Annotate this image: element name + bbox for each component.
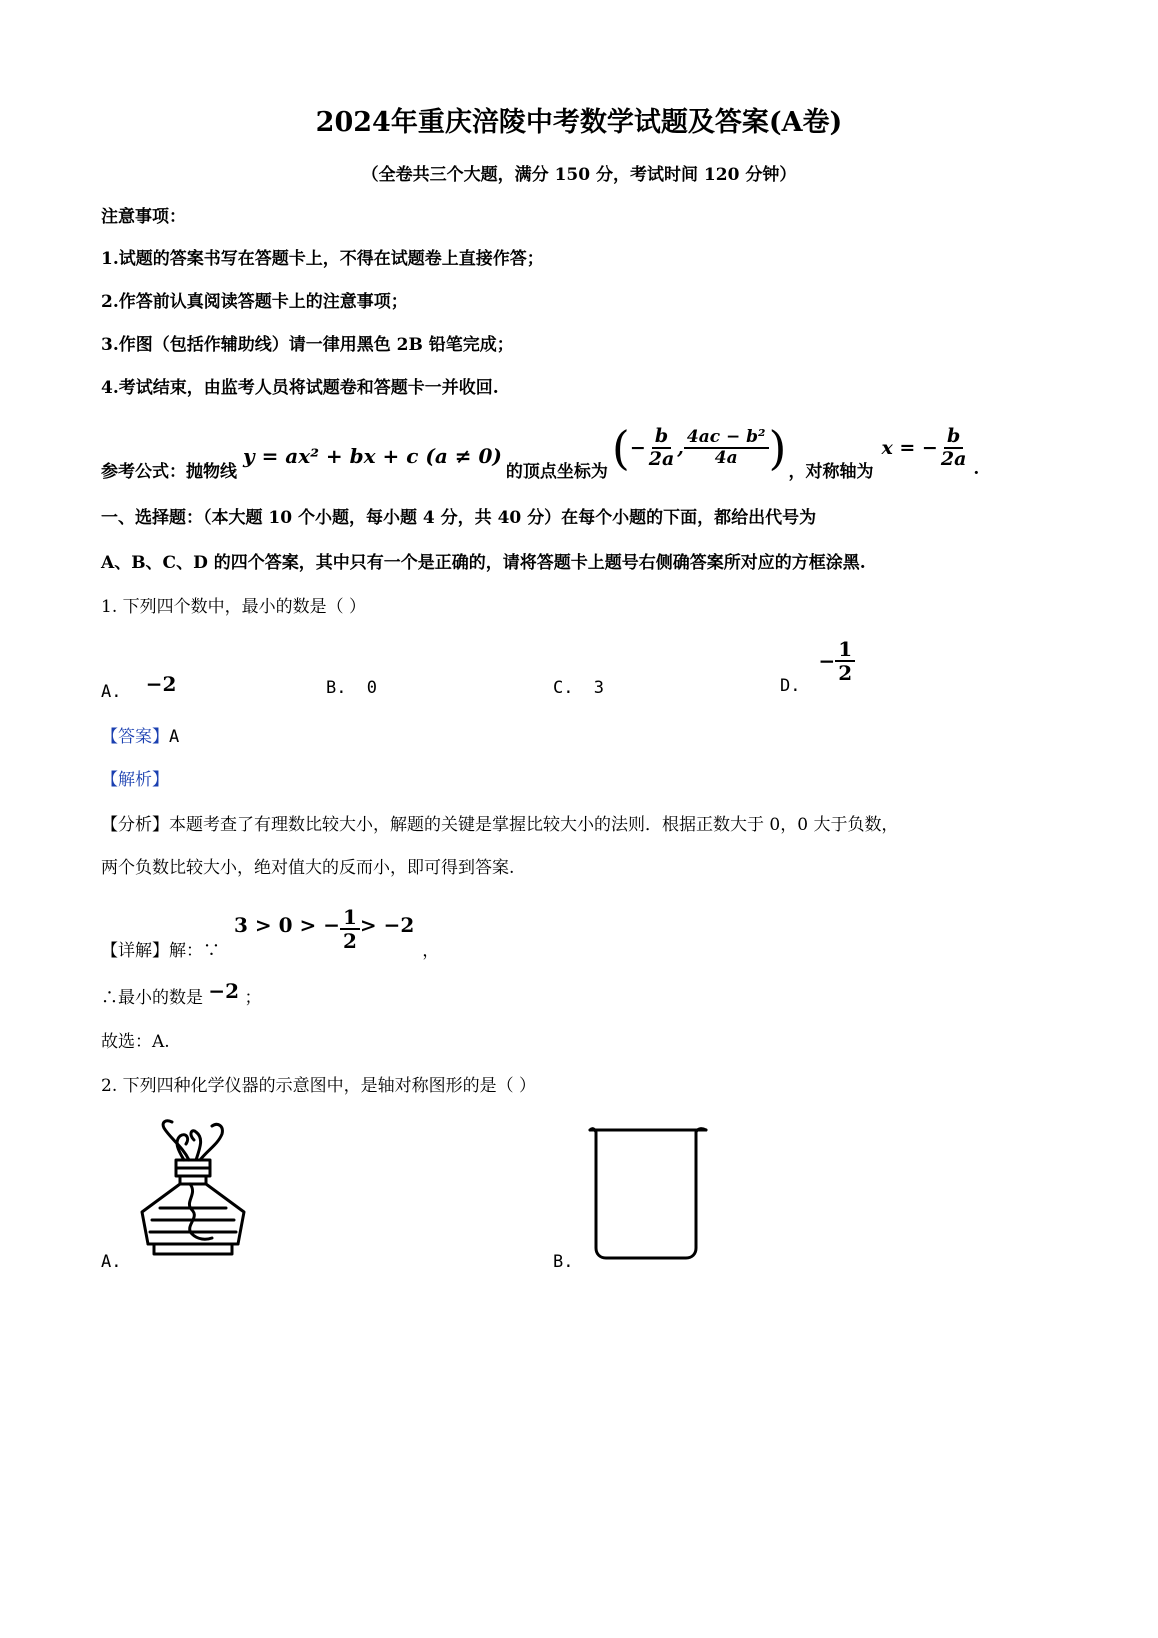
detail-math-b: > −2 xyxy=(359,913,415,937)
question-1-stem: 1. 下列四个数中，最小的数是（ ） xyxy=(101,597,367,617)
beaker-icon xyxy=(584,1122,712,1262)
analysis-tag: 【解析】 xyxy=(101,770,169,790)
analysis-text: 两个负数比较大小，绝对值大的反而小，即可得到答案. xyxy=(101,858,515,878)
vertex-y-den: 4a xyxy=(714,448,738,468)
q2-option-a-label: A. xyxy=(101,1252,122,1272)
q1-option-d xyxy=(780,637,855,696)
detail-num: 1 xyxy=(340,906,360,930)
vertex-y-num: 4ac − b² xyxy=(684,428,769,449)
option-value: − xyxy=(818,649,836,673)
detail-fraction xyxy=(340,906,360,952)
right-paren: ) xyxy=(768,421,787,475)
option-label: A. xyxy=(101,682,122,702)
analysis-text: 【分析】本题考查了有理数比较大小，解题的关键是掌握比较大小的法则．根据正数大于 0，0 大于负数， xyxy=(101,815,899,835)
wick-curl xyxy=(200,1124,222,1160)
option-label: D. xyxy=(780,676,801,696)
question-2-stem: 2. 下列四种化学仪器的示意图中，是轴对称图形的是（ ） xyxy=(101,1076,537,1096)
option-value: 0 xyxy=(366,678,377,698)
option-value: −2 xyxy=(145,672,177,696)
detail-den: 2 xyxy=(342,929,357,953)
q2-option-b-label: B. xyxy=(553,1252,574,1272)
formula-axis-label: ，对称轴为 xyxy=(788,461,874,482)
left-paren: ( xyxy=(611,421,630,475)
option-label: C. xyxy=(553,678,574,698)
vertex-x-den: 2a xyxy=(648,448,675,470)
answer-value: A xyxy=(169,727,180,747)
wick-curl xyxy=(191,1131,201,1160)
therefore-value: −2 xyxy=(208,979,240,1003)
axis-fraction xyxy=(938,426,970,470)
formula-equation: y = ax² + bx + c (a ≠ 0) xyxy=(243,444,502,468)
section-heading: 一、选择题：（本大题 10 个小题，每小题 4 分，共 40 分）在每个小题的下面，都给出代号为 xyxy=(101,508,817,528)
vertex-x-fraction xyxy=(646,426,678,470)
page-subtitle: （全卷共三个大题，满分 150 分，考试时间 120 分钟） xyxy=(361,165,797,185)
formula-vertex-label: 的顶点坐标为 xyxy=(505,461,608,482)
option-d-den: 2 xyxy=(838,661,853,685)
option-label: B. xyxy=(326,678,347,698)
choose-line: 故选：A. xyxy=(101,1032,170,1052)
notes-item: 3.作图（包括作辅助线）请一律用黑色 2B 铅笔完成； xyxy=(101,335,514,355)
option-d-num: 1 xyxy=(835,638,855,662)
detail-math-a: 3 > 0 > − xyxy=(234,913,340,937)
therefore-prefix: ∴最小的数是 xyxy=(101,988,203,1008)
notes-item: 2.作答前认真阅读答题卡上的注意事项； xyxy=(101,292,408,312)
notes-item: 4.考试结束，由监考人员将试题卷和答题卡一并收回. xyxy=(101,378,499,398)
page-title: 2024年重庆涪陵中考数学试题及答案(A卷) xyxy=(315,107,843,138)
beaker-outline xyxy=(590,1129,706,1258)
detail-prefix: 【详解】解：∵ xyxy=(101,940,220,961)
notes-heading: 注意事项： xyxy=(101,207,186,227)
section-instructions: A、B、C、D 的四个答案，其中只有一个是正确的，请将答题卡上题号右侧确答案所对应的方框涂黑. xyxy=(101,553,866,573)
answer-line xyxy=(101,722,179,747)
q1-option-c xyxy=(553,678,604,698)
answer-tag: 【答案】 xyxy=(101,727,169,747)
axis-num: b xyxy=(944,426,963,449)
formula-end: . xyxy=(973,459,980,479)
vertex-x-num: b xyxy=(652,426,671,449)
alcohol-lamp-icon xyxy=(134,1116,252,1262)
q1-option-a xyxy=(101,672,177,702)
option-value-group xyxy=(818,638,855,684)
lamp-base xyxy=(154,1244,232,1254)
q1-option-b xyxy=(326,678,377,698)
minus-sign: − xyxy=(629,437,646,459)
option-d-fraction xyxy=(835,638,855,684)
formula-prefix: 参考公式：抛物线 xyxy=(101,461,237,482)
option-value: 3 xyxy=(593,678,604,698)
vertex-y-fraction xyxy=(684,428,769,467)
comma: , xyxy=(677,437,684,459)
reference-formula xyxy=(101,418,980,482)
axis-lhs: x = − xyxy=(881,437,938,459)
detail-line xyxy=(101,902,440,961)
therefore-line xyxy=(101,979,262,1008)
notes-item: 1.试题的答案书写在答题卡上，不得在试题卷上直接作答； xyxy=(101,249,544,269)
therefore-suffix: ； xyxy=(244,988,262,1008)
axis-den: 2a xyxy=(940,448,967,470)
detail-suffix: ， xyxy=(422,940,440,961)
